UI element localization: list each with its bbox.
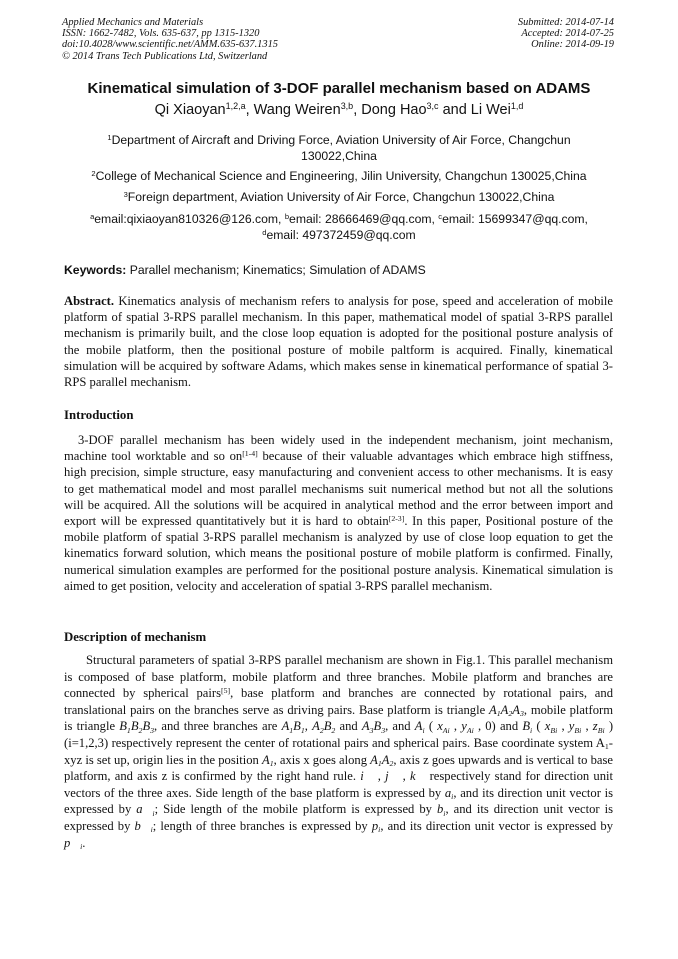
affiliation-1 [70,132,608,164]
desc-text: , mobile platform is triangle [64,702,613,734]
desc-text: , and three branches are [154,719,282,734]
math-bi-vector: $b⃗_i$ [134,818,153,835]
math-ai-vector: $a⃗_i$ [136,802,155,818]
accepted-date: Accepted: 2014-07-25 [521,28,614,40]
affiliation-sup: 1 [107,132,112,142]
desc-text: , and its direction unit vector is expressed by [380,818,614,833]
math-branch-2: $A_2B_2$ [312,719,336,735]
journal-doi: doi:10.4028/www.scientific.net/AMM.635-637.1315 [62,39,278,51]
journal-name: Applied Mechanics and Materials [62,17,204,28]
description-heading: Description of mechanism [64,630,207,644]
desc-text: Structural parameters of spatial 3-RPS parallel mechanism are shown in Fig.1. This parallel mechanism is composed of base platform, mobile platform and three branches. Mobile platform and branches are connected by spherical pairs [64,653,613,701]
desc-text: , axis x goes along [273,752,371,767]
math-ai: $a_i$ [444,785,454,802]
math-x-axis: $A_1A_2$ [370,752,394,768]
math-mobile-triangle: $B_1B_2B_3$ [119,719,155,735]
keywords-label: Keywords: [64,263,127,277]
desc-text: and [495,719,523,734]
intro-text-1: 3-DOF parallel mechanism has been widely used in the independent mechanism, joint mechanism, machine tool worktable and so on [64,433,613,464]
email-d[interactable]: email: 497372459@qq.com [266,228,416,242]
author-name: Dong Hao [361,102,427,118]
citation-ref[interactable]: [2-3] [388,513,405,523]
math-point-b: $B_i$ ( $x_{Bi}$ , $y_{Bi}$ , $z_{Bi}$ ) [522,719,614,735]
email-list: $^a$email:qixiaoyan810326@126.com, $^b$email: 28666469@qq.com, $^c$email: 15699347@qq.com, $^d$email: 497372459@qq.com [90,211,588,242]
paper-title: Kinematical simulation of 3-DOF parallel mechanism based on ADAMS [87,80,591,97]
math-pi-vector: $p⃗_i$ [64,835,83,851]
math-point-a: $A_i$ ( $x_{Ai}$ , $y_{Ai}$ , 0) [414,719,496,735]
journal-copyright: © 2014 Trans Tech Publications Ltd, Switzerland [62,50,268,62]
citation-ref[interactable]: [1-4] [242,448,258,458]
math-base-triangle: $A_1A_2A_3$ [489,702,524,719]
abstract-label: Abstract. [64,294,115,308]
journal-issn: ISSN: 1662-7482, Vols. 635-637, pp 1315-1320 [62,28,260,40]
email-c[interactable]: email: 15699347@qq.com, [442,212,588,226]
intro-text-2: because of their valuable advantages which embrace high stiffness, high precision, simple structure, easy manufacturing and convenient access to other mechanisms. It is easy to get mathematical model and most parallel mechanisms suit numerical method but not all the solutions will be acquired. All the solutions will be acquired in analytical method and the error between import and export will be expressed quantitatively but it is hard to obtain [64,449,613,529]
author-name: Qi Xiaoyan [154,102,226,118]
desc-text: (i=1,2,3) respectively represent the center of rotational pairs and spherical pairs. Base coordinate system A [64,735,605,750]
description-paragraph: Structural parameters of spatial 3-RPS parallel mechanism are shown in Fig.1. This parallel mechanism is composed of base platform, mobile platform and three branches. Mobile platform and branches are connected by spherical pairs[5], base platform and branches are connected by rotational pairs, and translational pairs on the branches serve as driving pairs. Base platform is triangle $A_1A_2A_3$, mobile platform is triangle $B_1B_2B_3$, and three branches are $A_1B_1$, $A_2B_2$ and $A_3B_3$, and $A_i$ ( $x_{Ai}$ , $y_{Ai}$ , 0) and $B_i$ ( $x_{Bi}$ , $y_{Bi}$ , $z_{Bi}$ ) (i=1,2,3) respectively represent the center of rotational pairs and spherical pairs. Base coordinate system $A_1$-xyz is set up, origin lies in the position $A_1$, axis x goes along $A_1A_2$, axis z goes upwards and is vertical to base platform, and axis z is confirmed by the right hand rule. i⃗ , j⃗ , k⃗ respectively stand for direction unit vectors of the three axes. Side length of the base platform is expressed by $a_i$, and its direction unit vector is expressed by $a⃗_i$; Side length of the mobile platform is expressed by $b_i$, and its direction unit vector is expressed by $b⃗_i$; length of three branches is expressed by $p_i$, and its direction unit vector is expressed by $p⃗_i$. [64,653,614,851]
desc-text: , and its direction unit vector is expressed by [64,785,613,817]
abstract [64,293,613,390]
affiliation-sup: 3 [123,189,128,199]
journal-info [62,17,278,62]
affiliation-text: Foreign department, Aviation University of Air Force, Changchun 130022,China [127,190,555,204]
introduction-heading: Introduction [64,408,134,422]
email-a[interactable]: email:qixiaoyan810326@126.com, [94,212,282,226]
author-name: Wang Weiren [253,102,341,118]
math-branch-3: $A_3B_3$ [361,719,386,735]
author-sup: 1,2,a [225,101,246,112]
intro-text-3: . In this paper, Positional posture of the mobile platform of spatial 3-RPS parallel mechanism is analyzed by use of close loop equation to get the kinematics forward solution, which means the positional posture of mobile platform is confirmed. Finally, numerical simulation examples are performed for the positional posture analysis. Kinematical simulation is aimed to get position, velocity and acceleration of spatial 3-RPS parallel mechanism. [64,514,613,593]
author-name: Li Wei [470,102,511,118]
desc-text: ; length of three branches is expressed by [152,818,372,833]
affiliation-sup: 2 [91,168,96,178]
math-unit-vectors: i⃗ , j⃗ , k⃗ [360,769,426,784]
affiliation-text: College of Mechanical Science and Engineering, Jilin University, Changchun 130025,China [95,169,587,183]
online-date: Online: 2014-09-19 [531,39,614,51]
desc-text: , and its direction unit vector is expressed by [64,802,614,833]
desc-text: , axis z goes upwards and is vertical to base platform, and axis z is confirmed by the right hand rule. [64,752,614,784]
math-branch-1: $A_1B_1$ [281,719,305,735]
math-bi: $b_i$ [436,802,446,818]
math-origin: $A_1$ [262,752,274,768]
desc-text: and [335,719,362,734]
author-list: Qi Xiaoyan$^{1,2,a}$, Wang Weiren$^{3,b}$, Dong Hao$^{3,c}$ and Li Wei$^{1,d}$ [154,101,524,118]
desc-text: -xyz is set up, origin lies in the position [64,735,613,767]
desc-text: , base platform and branches are connected by rotational pairs, and translational pairs on the branches serve as driving pairs. Base platform is triangle [64,686,613,717]
author-sup: 3,c [426,101,439,112]
email-b[interactable]: email: 28666469@qq.com, [289,212,435,226]
desc-text: respectively stand for direction unit vectors of the three axes. Side length of the base platform is expressed by [64,769,613,800]
submission-dates [518,17,614,51]
abstract-text: Kinematics analysis of mechanism refers to analysis for pose, speed and acceleration of mobile platform of spatial 3-RPS parallel mechanism. In this paper, mathematical model of spatial 3-RPS parallel mechanism is primarily built, and the close loop equation is adopted for the positional posture analysis of the mobile platform, then the positional posture of mobile paltform is acquired. Finally, kinematical simulation will be acquired by software Adams, which makes sense in kinematical performance of spatial 3-RPS parallel mechanism. [64,294,613,390]
citation-ref[interactable]: [5] [220,685,231,695]
keywords [64,263,624,277]
desc-text: ; Side length of the mobile platform is expressed by [154,802,437,817]
introduction-paragraph [64,432,613,594]
math-pi: $p_i$ [371,818,381,835]
affiliation-text: Department of Aircraft and Driving Force, Aviation University of Air Force, Changchun 130022,China [111,133,571,163]
author-sup: 3,b [340,101,354,112]
keywords-text: Parallel mechanism; Kinematics; Simulation of ADAMS [129,263,426,277]
affiliation-2 [70,168,608,184]
author-sup: 1,d [510,101,524,112]
submitted-date: Submitted: 2014-07-14 [517,17,614,28]
desc-text: . [82,835,86,850]
affiliation-3 [70,189,608,205]
desc-text: , and [385,719,415,734]
